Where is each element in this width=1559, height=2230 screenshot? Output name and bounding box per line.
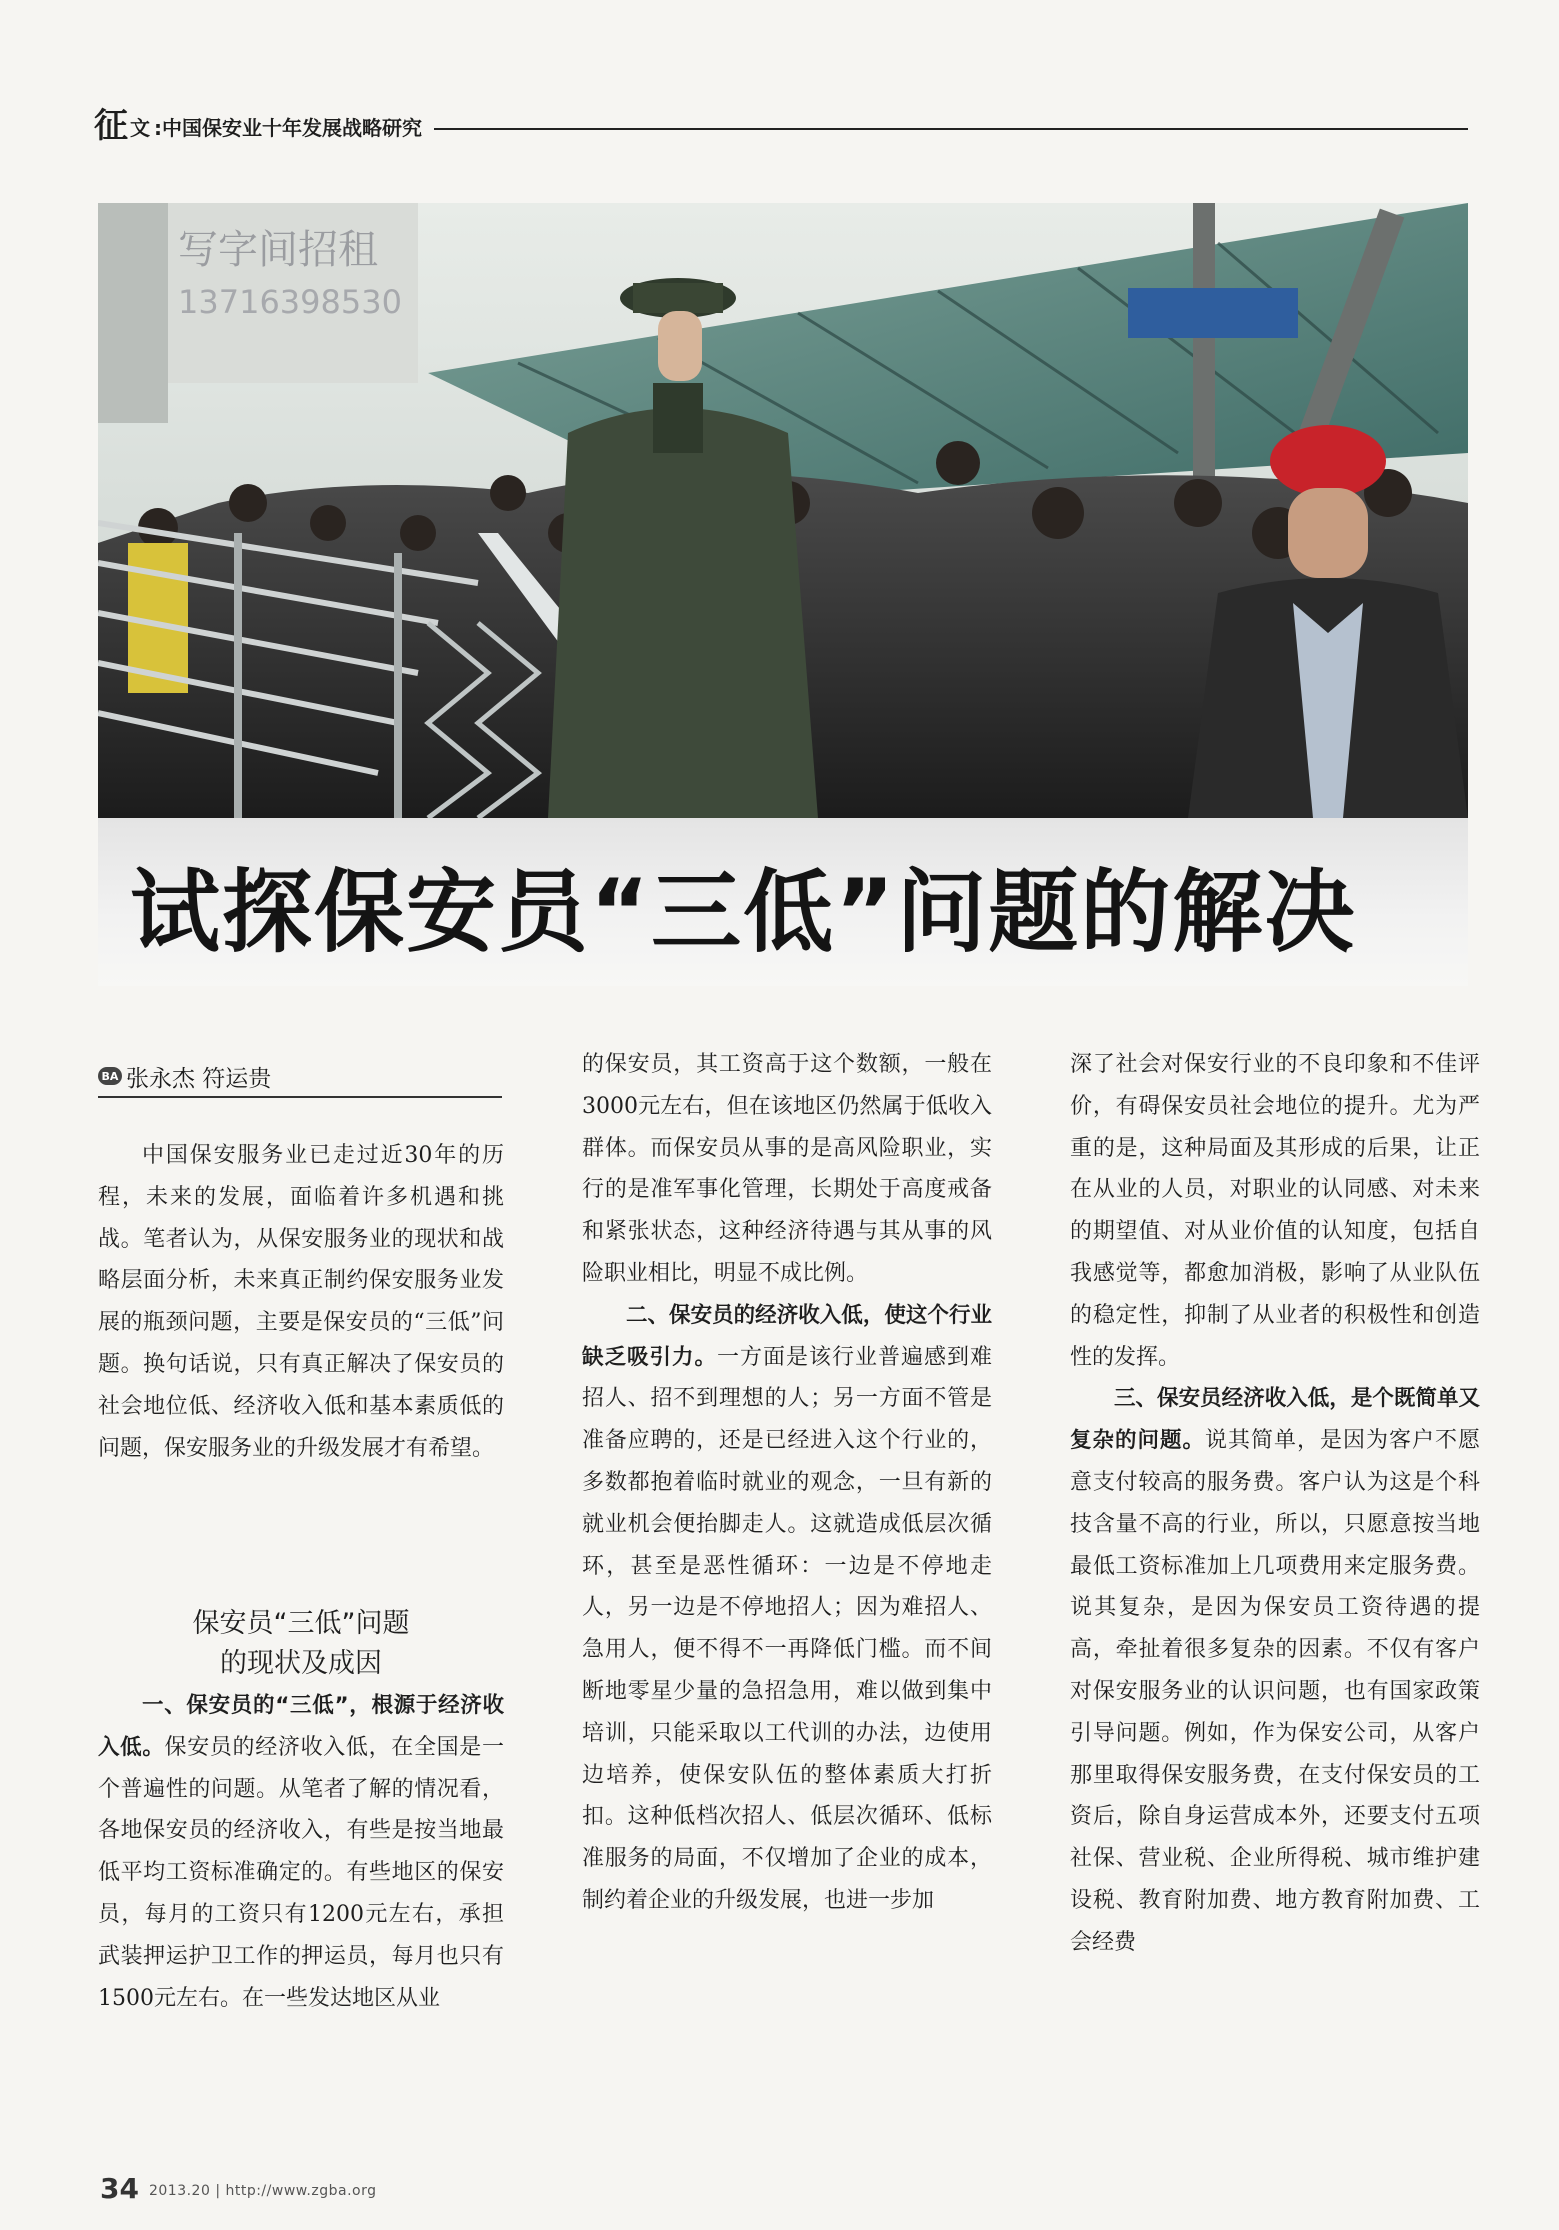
paragraph-2-continued: 深了社会对保安行业的不良印象和不佳评价，有碍保安员社会地位的提升。尤为严重的是，这种局面及其形成的后果，让正在从业的人员，对职业的认同感、对未来的期望值、对从业价值的认知度，包括自我感觉等，都愈加消极，影响了从业队伍的稳定性，抑制了从业者的积极性和创造性的发挥。: [1070, 1052, 1480, 1370]
column-2: [582, 1044, 992, 1922]
running-header: [94, 102, 1468, 146]
article-title: 试探保安员“三低”问题的解决: [130, 860, 1357, 965]
byline: [98, 1058, 502, 1094]
header-rule: [434, 128, 1468, 130]
paragraph-3-body: 说其简单，是因为客户不愿意支付较高的服务费。客户认为这是个科技含量不高的行业，所以，只愿意按当地最低工资标准加上几项费用来定服务费。说其复杂，是因为保安员工资待遇的提高，牵扯着很多复杂的因素。不仅有客户对保安服务业的认识问题，也有国家政策引导问题。例如，作为保安公司，从客户那里取得保安服务费，在支付保安员的工资后，除自身运营成本外，还要支付五项社保、营业税、企业所得税、城市维护建设税、教育附加费、地方教育附加费、工会经费: [1070, 1428, 1480, 1955]
paragraph-1: [98, 1685, 504, 2019]
paragraph-2-body: 一方面是该行业普遍感到难招人、招不到理想的人；另一方面不管是准备应聘的，还是已经进入这个行业的，多数都抱着临时就业的观念，一旦有新的就业机会便抬脚走人。这就造成低层次循环，甚至是恶性循环：一边是不停地走人，另一边是不停地招人；因为难招人、急用人，便不得不一再降低门槛。而不间断地零星少量的急招急用，难以做到集中培训，只能采取以工代训的办法，边使用边培养，使保安队伍的整体素质大打折扣。这种低档次招人、低层次循环、低标准服务的局面，不仅增加了企业的成本，制约着企业的升级发展，也进一步加: [582, 1344, 992, 1913]
section-mark-suffix: 文: [130, 115, 150, 140]
authors: 张永杰 符运贵: [126, 1065, 272, 1092]
page-footer: [100, 2172, 377, 2204]
photo-sign-text-2: 13716398530: [178, 283, 402, 321]
series-title: :中国保安业十年发展战略研究: [154, 115, 422, 140]
column-1: [98, 1135, 504, 2011]
ba-badge-icon: BA: [98, 1067, 122, 1085]
page-number: 34: [100, 2171, 139, 2205]
intro-paragraph: 中国保安服务业已走过近30年的历程，未来的发展，面临着许多机遇和挑战。笔者认为，从保安服务业的现状和战略层面分析，未来真正制约保安服务业发展的瓶颈问题，主要是保安员的“三低”问题。换句话说，只有真正解决了保安员的社会地位低、经济收入低和基本素质低的问题，保安服务业的升级发展才有希望。: [98, 1143, 504, 1461]
paragraph-1-heading: 一、保安员的“三低”，根源于经济收入低。: [98, 1693, 504, 1760]
section-heading-line-1: 保安员“三低”问题: [192, 1608, 410, 1639]
paragraph-1-continued: 的保安员，其工资高于这个数额，一般在3000元左右，但在该地区仍然属于低收入群体。而保安员从事的是高风险职业，实行的是准军事化管理，长期处于高度戒备和紧张状态，这种经济待遇与其从事的风险职业相比，明显不成比例。: [582, 1052, 992, 1286]
paragraph-1-body: 保安员的经济收入低，在全国是一个普遍性的问题。从笔者了解的情况看，各地保安员的经济收入，有些是按当地最低平均工资标准确定的。有些地区的保安员，每月的工资只有1200元左右，承担武装押运护卫工作的押运员，每月也只有1500元左右。在一些发达地区从业: [98, 1734, 504, 2011]
photo-sign-text-1: 写字间招租: [178, 227, 378, 273]
column-3: [1070, 1044, 1480, 1964]
section-heading: [98, 1604, 504, 1684]
photo-illustration: [98, 203, 1468, 818]
paragraph-3-heading: 三、保安员经济收入低，是个既简单又复杂的问题。: [1070, 1386, 1480, 1454]
section-heading-line-2: 的现状及成因: [220, 1648, 382, 1679]
section-mark: 征: [94, 105, 128, 146]
paragraph-2-heading: 二、保安员的经济收入低，使这个行业缺乏吸引力。: [582, 1302, 992, 1370]
byline-rule: [98, 1096, 502, 1098]
article-photo: [98, 203, 1468, 818]
issue-and-url: 2013.20 | http://www.zgba.org: [148, 2183, 377, 2199]
